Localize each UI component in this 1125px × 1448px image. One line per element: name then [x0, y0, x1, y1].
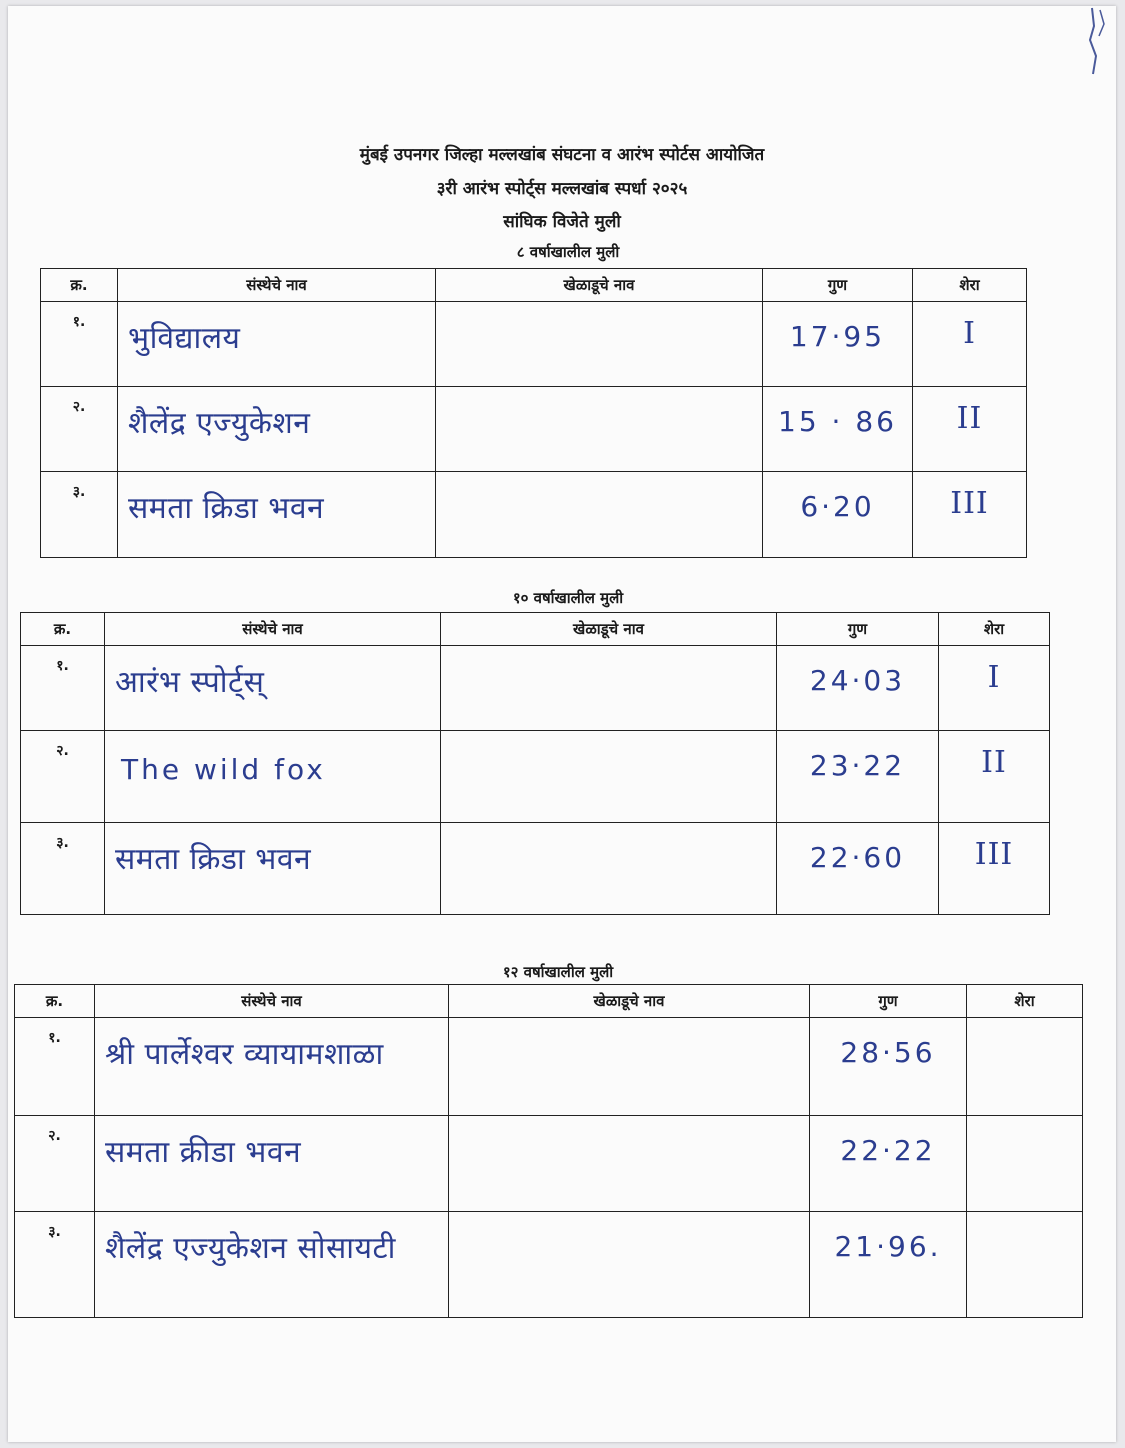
col-header-score: गुण — [777, 613, 939, 646]
row-remark: I — [963, 316, 976, 351]
row-sr: ३. — [72, 484, 86, 500]
section-title-under-12: १२ वर्षाखालील मुली — [502, 963, 614, 981]
table-row — [15, 1212, 1083, 1318]
row-institution: समता क्रिडा भवन — [115, 842, 312, 877]
row-score: 21·96. — [834, 1230, 942, 1263]
row-remark: II — [981, 745, 1007, 780]
table-header-row — [15, 985, 1083, 1018]
col-header-institution: संस्थेचे नाव — [95, 985, 449, 1018]
col-header-player: खेळाडूचे नाव — [441, 613, 777, 646]
row-sr: १. — [56, 658, 69, 674]
row-institution: आरंभ स्पोर्ट्स् — [115, 665, 265, 700]
row-remark: II — [956, 401, 983, 436]
col-header-institution: संस्थेचे नाव — [118, 269, 436, 302]
col-header-score: गुण — [810, 985, 967, 1018]
row-remark — [967, 1018, 1082, 1032]
table-row — [21, 646, 1050, 731]
corner-scribble-mark — [1080, 6, 1110, 76]
row-remark — [967, 1116, 1082, 1130]
table-row — [21, 823, 1050, 915]
results-table-under-8 — [40, 268, 1027, 558]
row-sr: १. — [48, 1030, 61, 1046]
row-institution: समता क्रीडा भवन — [105, 1135, 302, 1170]
header-line-3: सांघिक विजेते मुली — [503, 212, 621, 232]
row-institution: श्री पार्लेश्वर व्यायामशाळा — [105, 1037, 384, 1072]
row-score: 17·95 — [789, 320, 886, 353]
row-institution: भुविद्यालय — [128, 321, 241, 356]
results-table-under-10 — [20, 612, 1050, 915]
row-remark: I — [987, 660, 1001, 695]
table-header-row — [21, 613, 1050, 646]
table-row — [41, 472, 1027, 558]
header-line-1: मुंबई उपनगर जिल्हा मल्लखांब संघटना व आरंभ स्पोर्टस आयोजित — [359, 145, 765, 165]
col-header-player: खेळाडूचे नाव — [449, 985, 810, 1018]
row-score: 23·22 — [809, 749, 906, 782]
col-header-sr: क्र. — [21, 613, 105, 646]
results-table-under-12 — [14, 984, 1083, 1318]
col-header-remark: शेरा — [967, 985, 1083, 1018]
col-header-remark: शेरा — [913, 269, 1027, 302]
col-header-remark: शेरा — [939, 613, 1050, 646]
table-row — [21, 731, 1050, 823]
table-row — [41, 387, 1027, 472]
row-score: 15 · 86 — [778, 405, 897, 438]
row-score: 28·56 — [840, 1036, 936, 1069]
col-header-sr: क्र. — [41, 269, 118, 302]
row-sr: १. — [72, 314, 86, 330]
row-institution: The wild fox — [121, 753, 326, 786]
row-remark: III — [950, 486, 989, 521]
row-institution: शैलेंद्र एज्युकेशन सोसायटी — [105, 1231, 396, 1266]
col-header-score: गुण — [763, 269, 913, 302]
row-score: 6·20 — [800, 490, 875, 523]
col-header-institution: संस्थेचे नाव — [105, 613, 441, 646]
row-score: 22·22 — [840, 1134, 936, 1167]
row-sr: २. — [72, 399, 86, 415]
col-header-player: खेळाडूचे नाव — [436, 269, 763, 302]
row-institution: समता क्रिडा भवन — [128, 491, 325, 526]
table-header-row — [41, 269, 1027, 302]
row-score: 24·03 — [809, 664, 906, 697]
table-row — [15, 1116, 1083, 1212]
row-score: 22·60 — [809, 841, 906, 874]
row-sr: ३. — [48, 1224, 61, 1240]
row-sr: ३. — [56, 835, 69, 851]
section-title-under-8: ८ वर्षाखालील मुली — [516, 243, 620, 261]
row-remark: III — [974, 837, 1014, 872]
document-page — [8, 6, 1116, 1442]
row-institution: शैलेंद्र एज्युकेशन — [128, 406, 311, 441]
row-remark — [967, 1212, 1082, 1226]
section-title-under-10: १० वर्षाखालील मुली — [512, 589, 624, 607]
row-sr: २. — [56, 743, 69, 759]
row-sr: २. — [48, 1128, 61, 1144]
table-row — [41, 302, 1027, 387]
table-row — [15, 1018, 1083, 1116]
header-line-2: ३री आरंभ स्पोर्ट्स मल्लखांब स्पर्धा २०२५ — [436, 179, 688, 199]
col-header-sr: क्र. — [15, 985, 95, 1018]
